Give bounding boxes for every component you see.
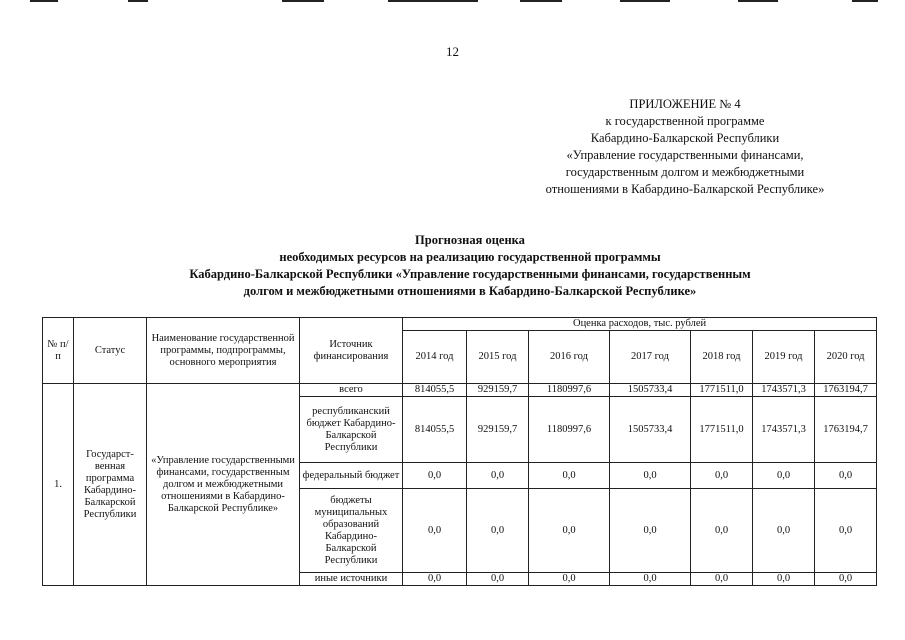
cost-value: 1180997,6	[529, 384, 610, 397]
cost-value: 0,0	[610, 573, 691, 586]
appendix-heading: ПРИЛОЖЕНИЕ № 4	[629, 97, 741, 111]
row-status: Государст-венная программа Кабардино-Балкарской Республики	[74, 384, 147, 586]
scan-artifact-line	[30, 0, 58, 2]
cost-value: 0,0	[467, 463, 529, 489]
cost-value: 1771511,0	[691, 397, 753, 463]
cost-value: 0,0	[753, 489, 815, 573]
scan-artifact-line	[388, 0, 478, 2]
cost-value: 1180997,6	[529, 397, 610, 463]
cost-value: 1771511,0	[691, 384, 753, 397]
title-line: Кабардино-Балкарской Республики «Управление государственными финансами, государственным	[189, 267, 751, 281]
scan-artifact-line	[128, 0, 148, 2]
cost-value: 1763194,7	[815, 397, 877, 463]
cost-value: 0,0	[753, 573, 815, 586]
header-year: 2016 год	[529, 331, 610, 384]
scan-artifact-line	[738, 0, 778, 2]
page-number: 12	[446, 44, 459, 59]
cost-value: 1505733,4	[610, 384, 691, 397]
header-year: 2015 год	[467, 331, 529, 384]
cost-value: 0,0	[815, 573, 877, 586]
cost-value: 1505733,4	[610, 397, 691, 463]
appendix-line: к государственной программе	[605, 114, 765, 128]
document-title	[100, 232, 840, 300]
resource-estimate-table	[42, 317, 877, 586]
appendix-line: отношениями в Кабардино-Балкарской Республике»	[545, 182, 825, 196]
cost-value: 0,0	[467, 489, 529, 573]
appendix-line: государственным долгом и межбюджетными	[565, 165, 805, 179]
cost-value: 0,0	[753, 463, 815, 489]
cost-value: 929159,7	[467, 397, 529, 463]
cost-value: 0,0	[403, 463, 467, 489]
table-row	[43, 384, 877, 397]
title-line: необходимых ресурсов на реализацию государственной программы	[279, 250, 661, 264]
cost-value: 0,0	[691, 573, 753, 586]
title-line: долгом и межбюджетными отношениями в Кабардино-Балкарской Республике»	[243, 284, 697, 298]
source-label: бюджеты муниципальных образований Кабардино-Балкарской Республики	[300, 489, 403, 573]
cost-value: 0,0	[529, 463, 610, 489]
cost-value: 1743571,3	[753, 397, 815, 463]
header-name: Наименование государственной программы, подпрограммы, основного мероприятия	[147, 318, 300, 384]
row-name: «Управление государственными финансами, государственным долгом и межбюджетными отношениями в Кабардино-Балкарской Республике»	[147, 384, 300, 586]
cost-value: 0,0	[529, 489, 610, 573]
header-year: 2018 год	[691, 331, 753, 384]
appendix-line: «Управление государственными финансами,	[566, 148, 804, 162]
scan-artifact-line	[520, 0, 562, 2]
cost-value: 814055,5	[403, 397, 467, 463]
title-line: Прогнозная оценка	[415, 233, 525, 247]
cost-value: 1763194,7	[815, 384, 877, 397]
cost-value: 0,0	[815, 489, 877, 573]
cost-value: 0,0	[403, 489, 467, 573]
source-label: республиканский бюджет Кабардино-Балкарской Республики	[300, 397, 403, 463]
cost-value: 0,0	[467, 573, 529, 586]
appendix-line: Кабардино-Балкарской Республики	[590, 131, 780, 145]
cost-value: 0,0	[529, 573, 610, 586]
cost-value: 929159,7	[467, 384, 529, 397]
header-status: Статус	[74, 318, 147, 384]
cost-value: 0,0	[403, 573, 467, 586]
header-year: 2014 год	[403, 331, 467, 384]
source-label: федеральный бюджет	[300, 463, 403, 489]
header-source: Источник финансирования	[300, 318, 403, 384]
cost-value: 1743571,3	[753, 384, 815, 397]
cost-value: 0,0	[610, 489, 691, 573]
cost-value: 0,0	[691, 463, 753, 489]
cost-value: 814055,5	[403, 384, 467, 397]
header-costs: Оценка расходов, тыс. рублей	[403, 318, 877, 331]
header-year: 2019 год	[753, 331, 815, 384]
row-num: 1.	[43, 384, 74, 586]
cost-value: 0,0	[815, 463, 877, 489]
cost-value: 0,0	[610, 463, 691, 489]
header-year: 2020 год	[815, 331, 877, 384]
scan-artifact-line	[852, 0, 878, 2]
appendix-block	[505, 96, 865, 198]
source-label: всего	[300, 384, 403, 397]
source-label: иные источники	[300, 573, 403, 586]
header-num: № п/п	[43, 318, 74, 384]
cost-value: 0,0	[691, 489, 753, 573]
header-year: 2017 год	[610, 331, 691, 384]
scan-artifact-line	[620, 0, 670, 2]
scan-artifact-line	[282, 0, 324, 2]
